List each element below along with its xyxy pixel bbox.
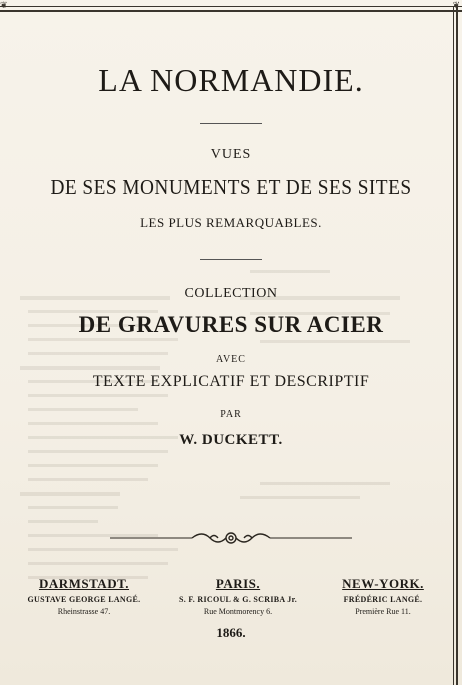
publisher-city: PARIS.	[215, 576, 261, 591]
subtitle-divider	[200, 259, 262, 260]
author-name: W. DUCKETT.	[179, 432, 283, 448]
collection-line-4: TEXTE EXPLICATIF ET DESCRIPTIF	[92, 373, 370, 390]
publisher-address: Rheinstrasse 47.	[57, 607, 111, 616]
publication-year: 1866.	[216, 625, 246, 640]
publisher-paris	[168, 576, 308, 616]
publisher-city: NEW-YORK.	[342, 576, 424, 591]
subtitle-line-2: DE SES MONUMENTS ET DE SES SITES	[50, 175, 412, 199]
publisher-name: S. F. RICOUL & G. SCRIBA Jr.	[178, 595, 298, 604]
collection-line-1: COLLECTION	[184, 286, 278, 301]
publisher-name: FRÉDÉRIC LANGÉ.	[343, 595, 423, 604]
corner-ornament-left-icon: ❦	[0, 0, 8, 10]
publisher-darmstadt	[14, 576, 154, 616]
fleuron-ornament-icon	[110, 527, 352, 549]
collection-line-3: AVEC	[216, 354, 246, 365]
publisher-new-york	[313, 576, 453, 616]
publisher-city: DARMSTADT.	[38, 576, 130, 591]
subtitle-line-3: LES PLUS REMARQUABLES.	[140, 215, 322, 230]
publisher-name: GUSTAVE GEORGE LANGÉ.	[27, 595, 141, 604]
collection-line-2: DE GRAVURES SUR ACIER	[78, 312, 384, 337]
publisher-address: Première Rue 11.	[355, 607, 411, 616]
book-title: LA NORMANDIE.	[98, 62, 364, 98]
par-label: PAR	[220, 409, 242, 420]
publisher-address: Rue Montmorency 6.	[203, 607, 273, 616]
corner-ornament-right-icon: ❦	[452, 0, 460, 10]
subtitle-line-1: VUES	[210, 147, 252, 162]
title-divider	[200, 123, 262, 124]
